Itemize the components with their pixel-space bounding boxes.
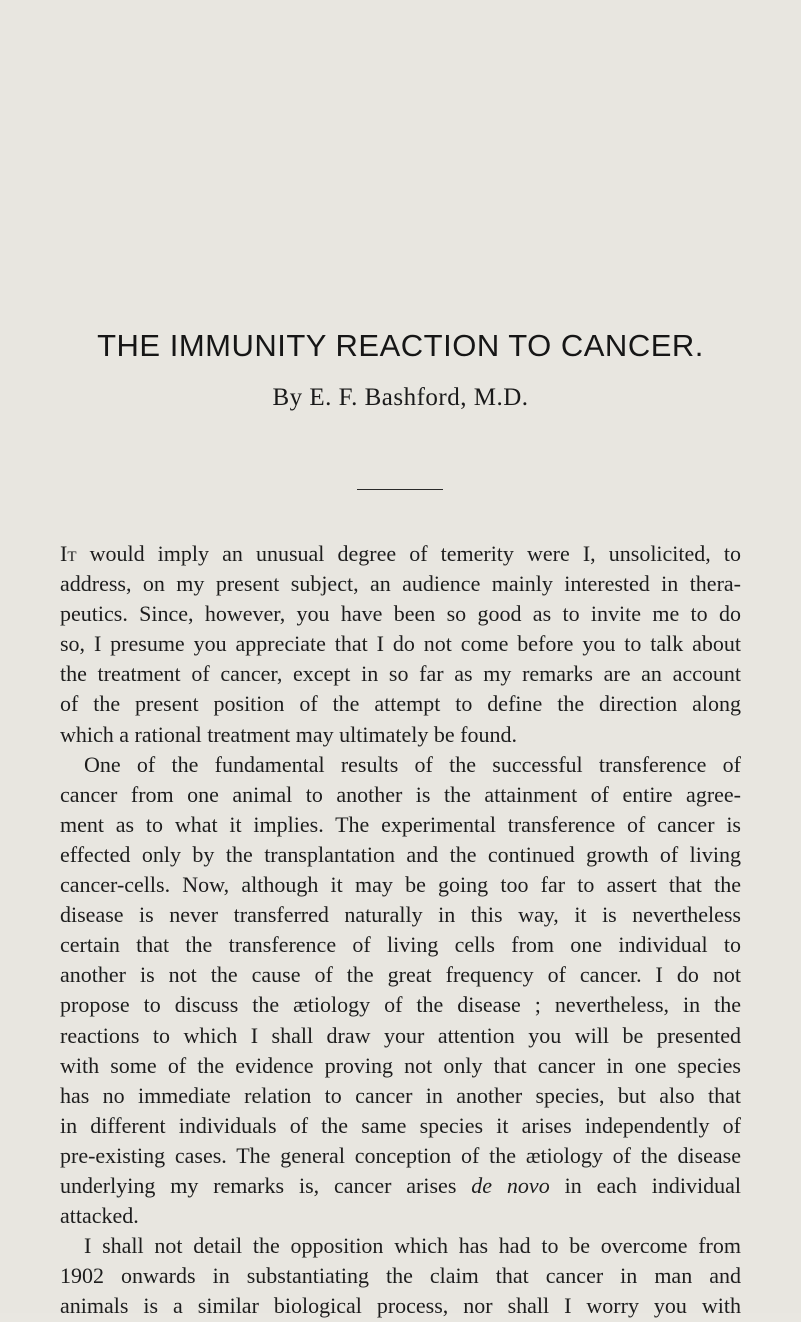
text-line: effected only by the transplantation and the continued growth of living xyxy=(60,841,741,867)
text-line: 1902 onwards in substantiating the claim that cancer in man and xyxy=(60,1263,741,1289)
text-line: of the present position of the attempt to define the direction along xyxy=(60,691,741,717)
text-line: address, on my present subject, an audience mainly interested in thera- xyxy=(60,571,741,597)
text-line: attacked. xyxy=(60,1203,139,1229)
text-line: which a rational treatment may ultimately be found. xyxy=(60,721,517,747)
article-title: THE IMMUNITY REACTION TO CANCER. xyxy=(97,328,704,363)
text-line: propose to discuss the ætiology of the disease ; nevertheless, in the xyxy=(60,992,741,1018)
paragraph-1 xyxy=(60,539,741,750)
text-line: certain that the transference of living cells from one individual to xyxy=(60,932,741,958)
text-line: It would imply an unusual degree of temerity were I, unsolicited, to xyxy=(60,541,741,566)
paragraph-3 xyxy=(60,1231,741,1321)
author-byline: By E. F. Bashford, M.D. xyxy=(272,384,529,411)
text-line: I shall not detail the opposition which has had to be overcome from xyxy=(84,1233,741,1259)
text-line: another is not the cause of the great frequency of cancer. I do not xyxy=(60,962,741,988)
text-line: One of the fundamental results of the successful transference of xyxy=(84,751,741,777)
italic-phrase: de novo xyxy=(471,1173,550,1198)
paragraph-2 xyxy=(60,750,741,1232)
text-line: in different individuals of the same species it arises independently of xyxy=(60,1112,741,1138)
text-line: cancer-cells. Now, although it may be going too far to assert that the xyxy=(60,872,741,898)
text-line: reactions to which I shall draw your attention you will be presented xyxy=(60,1022,741,1048)
text-line: peutics. Since, however, you have been so good as to invite me to do xyxy=(60,601,741,627)
drop-lead-word: It xyxy=(60,541,77,566)
text-line: underlying my remarks is, cancer arises de novo in each individual xyxy=(60,1173,741,1198)
text-line: so, I presume you appreciate that I do not come before you to talk about xyxy=(60,631,741,657)
text-line: ment as to what it implies. The experimental transference of cancer is xyxy=(60,811,741,837)
title-divider xyxy=(357,489,443,490)
text-line: disease is never transferred naturally in this way, it is nevertheless xyxy=(60,902,741,928)
text-line: has no immediate relation to cancer in another species, but also that xyxy=(60,1082,741,1108)
text-line: with some of the evidence proving not only that cancer in one species xyxy=(60,1052,741,1078)
text-line: cancer from one animal to another is the attainment of entire agree- xyxy=(60,781,741,807)
text-line: pre-existing cases. The general conception of the ætiology of the disease xyxy=(60,1142,741,1168)
text-line: the treatment of cancer, except in so far as my remarks are an account xyxy=(60,661,741,687)
text-line: animals is a similar biological process, nor shall I worry you with xyxy=(60,1293,741,1319)
